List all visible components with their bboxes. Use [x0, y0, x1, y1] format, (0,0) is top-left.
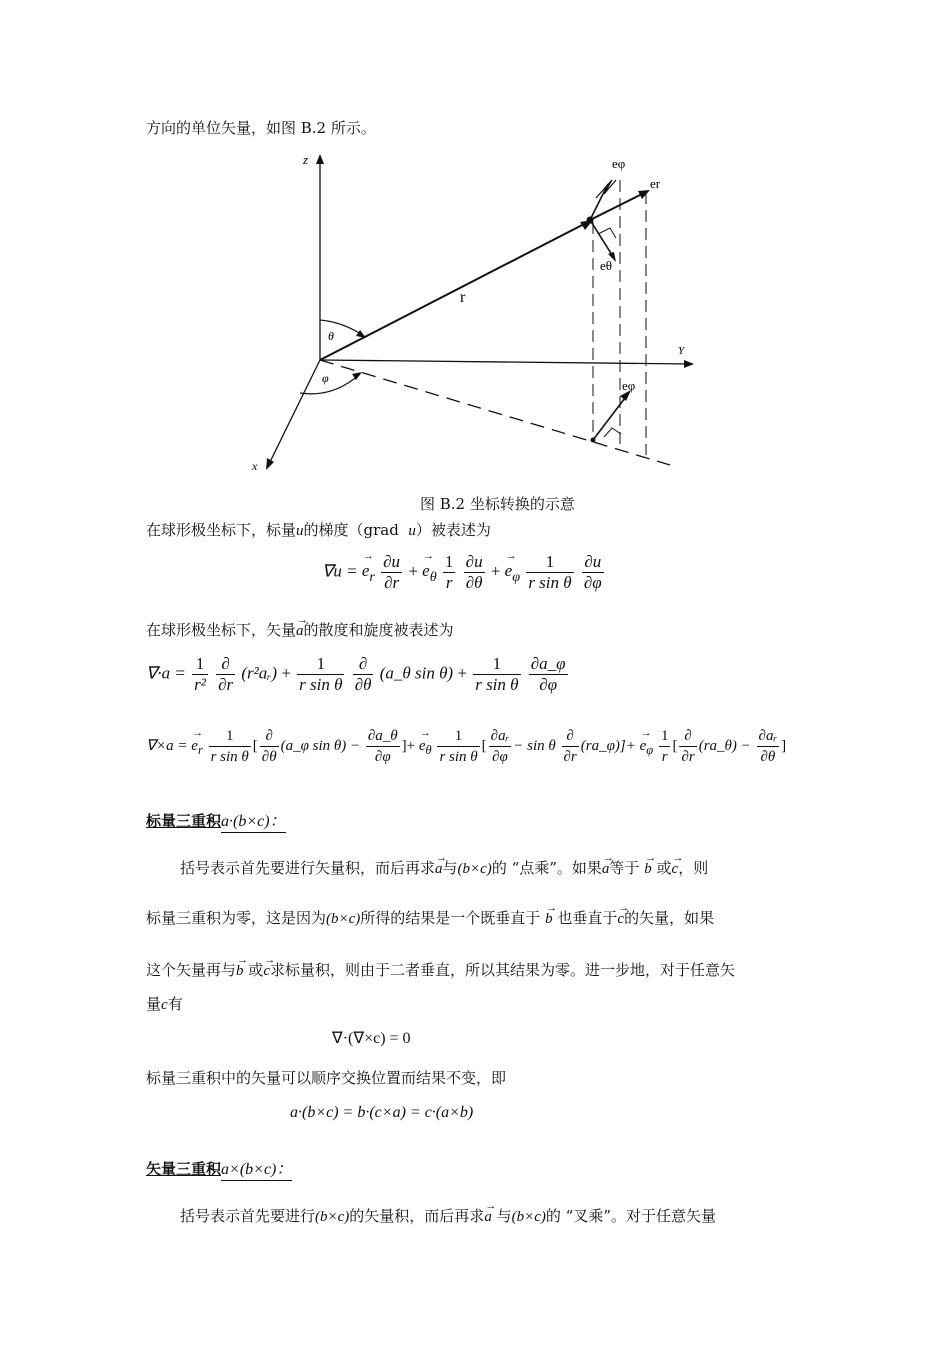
- z-label: z: [303, 152, 309, 167]
- z-arrow: [316, 154, 324, 164]
- r-vector: [320, 222, 588, 360]
- curl-formula: ∇×a = → $e_r$ $\frac{1}{\text{r sin θ}}$ [ $\frac{\partial}{\partial\theta}$ (a_φ sin θ) − $\frac{\partial a\_\theta}{\partial\varphi}$ ]+ → $e_\theta$ $\frac{1}{\text{r sin θ}}$ [ $\frac{\text{∂aᵣ}}{\partial\varphi}$ − sin θ $\frac{\partial}{\partial r}$ (ra_φ)]+ → $e_\varphi$ $\frac{1}{r}$ [ $\frac{\partial}{\partial r}$ (ra_θ) − $\frac{\text{∂aᵣ}}{\partial\theta}$ ]: [146, 726, 786, 767]
- grad-intro: 在球形极坐标下，标量u的梯度（grad u）被表述为: [146, 521, 491, 539]
- coordinate-figure: [248, 150, 708, 480]
- y-axis: [320, 360, 690, 364]
- e-phi-top-label: eφ: [612, 156, 626, 171]
- spherical-coordinate-diagram: [248, 150, 708, 480]
- div-intro: 在球形极坐标下，矢量→ a的散度和旋度被表述为: [146, 620, 454, 641]
- scalar-triple-identity: a·(b×c) = b·(c×a) = c·(a×b): [290, 1104, 474, 1121]
- scalar-triple-heading: 标量三重积a·(b×c)：: [146, 808, 286, 831]
- e-theta-vector: [590, 220, 614, 258]
- grad-formula: ∇u = → $e_r$ $\frac{\partial u}{\partial r}$ + → $e_\theta$ $\frac{1}{r}$ $\frac{\partial u}{\partial\theta}$ + → $e_\varphi$ $\frac{1}{\text{r sin θ}}$ $\frac{\partial u}{\partial\varphi}$: [322, 552, 606, 593]
- x-arrow: [266, 458, 274, 470]
- scalar-triple-p1: 括号表示首先要进行矢量积，而后再求→ a与(b×c)的 “点乘”。如果→ a等于 → b 或→ c，则: [180, 858, 708, 879]
- r-label: r: [460, 289, 466, 306]
- projection-line: [320, 360, 670, 465]
- y-arrow: [684, 360, 694, 368]
- e-r-arrow: [638, 190, 650, 199]
- vector-triple-heading: 矢量三重积a×(b×c)：: [146, 1156, 292, 1179]
- theta-arc-arrow: [356, 330, 366, 338]
- y-label: Y: [678, 345, 685, 357]
- e-theta-label: eθ: [600, 258, 612, 273]
- scalar-triple-p4: 量c有: [146, 995, 183, 1013]
- phi-label: φ: [322, 371, 329, 385]
- scalar-triple-p2: 标量三重积为零，这是因为(b×c)所得的结果是一个既垂直于 → b 也垂直于→ c的矢量，如果: [146, 908, 714, 929]
- right-angle-mark-bottom: [604, 428, 621, 437]
- vector-triple-p1: 括号表示首先要进行(b×c)的矢量积，而后再求→ a 与(b×c)的 “叉乘”。对于任意矢量: [180, 1206, 716, 1227]
- scalar-triple-p5: 标量三重积中的矢量可以顺序交换位置而结果不变，即: [146, 1069, 507, 1087]
- theta-label: θ: [328, 329, 334, 343]
- e-r-label: er: [650, 176, 661, 191]
- scalar-triple-p3: 这个矢量再与→ b 或→ c求标量积，则由于二者垂直，所以其结果为零。进一步地，对于任意矢: [146, 960, 735, 981]
- phi-arc: [300, 374, 360, 394]
- figure-caption: 图 B.2 坐标转换的示意: [420, 495, 575, 513]
- curl-divergence-identity: ∇·(∇×c) = 0: [332, 1030, 411, 1047]
- div-formula: ∇·a = $\frac{1}{\text{r²}}$ $\frac{\partial}{\partial r}$ (r²aᵣ) + $\frac{1}{\text{r sin θ}}$ $\frac{\partial}{\partial\theta}$ (a_θ sin θ) + $\frac{1}{\text{r sin θ}}$ $\frac{\partial a\_\varphi}{\partial\varphi}$: [146, 654, 566, 694]
- x-axis: [268, 360, 320, 466]
- x-label: x: [252, 459, 258, 473]
- e-phi-bottom-vector: [593, 394, 628, 440]
- top-line: 方向的单位矢量，如图 B.2 所示。: [146, 119, 376, 137]
- e-phi-bottom-label: eφ: [622, 378, 636, 393]
- theta-arc: [320, 320, 364, 336]
